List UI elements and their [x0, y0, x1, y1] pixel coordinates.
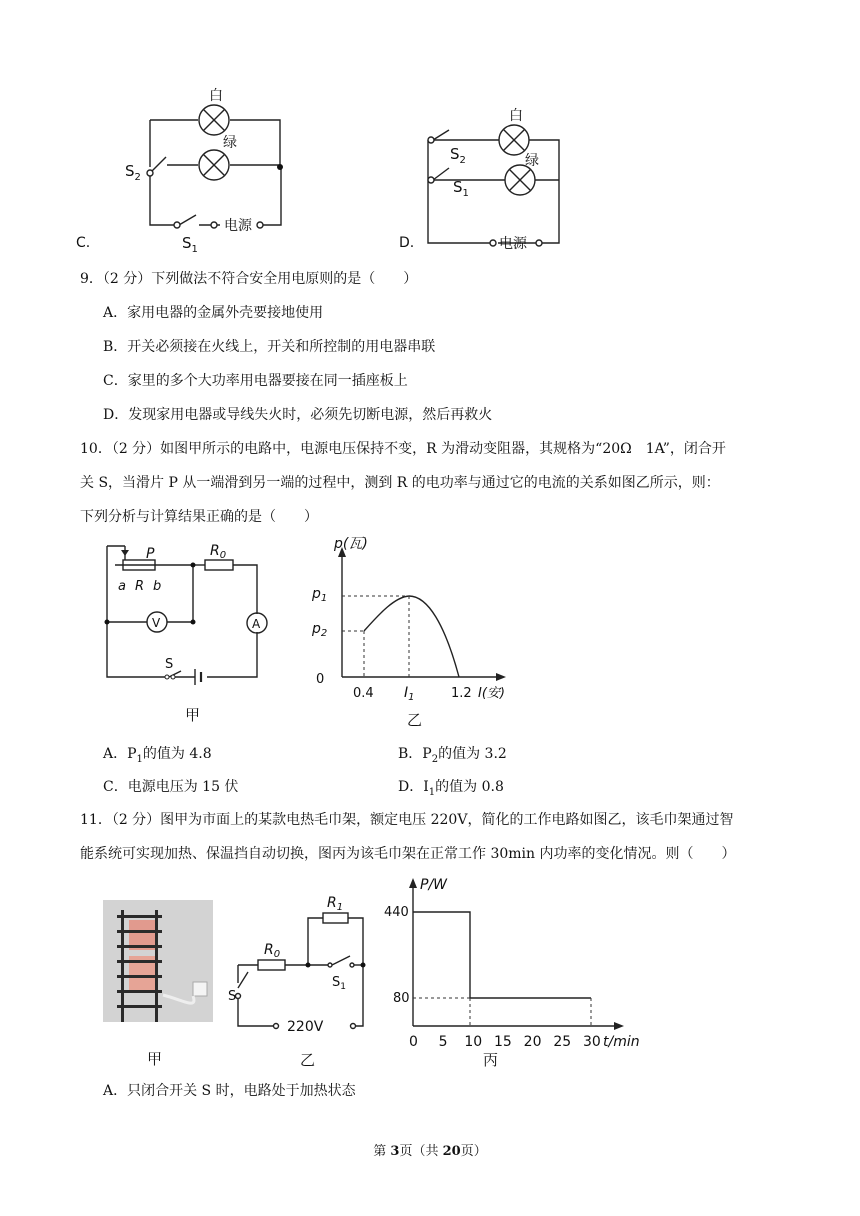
q10-label-b: b: [153, 579, 162, 594]
q10-option-c[interactable]: C．电源电压为 15 伏: [103, 779, 239, 795]
q10-label-r: R: [135, 579, 145, 594]
q11-option-a[interactable]: A．只闭合开关 S 时，电路处于加热状态: [103, 1083, 356, 1099]
q10-switch-s: S: [165, 657, 174, 672]
q11-caption-jia: 甲: [147, 1050, 163, 1068]
fig-c-source-label: 电源: [224, 218, 252, 234]
page-footer: [0, 1140, 860, 1159]
footer-page-number: 3: [390, 1144, 400, 1159]
towel-rack-photo: [103, 900, 213, 1022]
q11-graph-xtick: 30: [583, 1034, 601, 1050]
q10-circuit-diagram: [95, 538, 275, 728]
q11-label-r1: R: [327, 895, 337, 911]
q9-option-d[interactable]: D．发现家用电器或导线失火时，必须先切断电源，然后再救火: [103, 407, 493, 423]
fig-d-letter: D.: [399, 235, 415, 251]
q11-switch-s1-sub: 1: [340, 982, 346, 992]
q11-caption-yi: 乙: [300, 1051, 316, 1069]
fig-d-s2-sub: 2: [459, 155, 466, 166]
q9-stem: 9．（2 分）下列做法不符合安全用电原则的是（ ）: [80, 271, 418, 287]
q11-graph-y-low: 80: [393, 991, 410, 1006]
fig-d-s1-label: S: [453, 178, 463, 196]
q10-option-d-post: 的值为 0.8: [435, 779, 504, 795]
q11-stem-line-2: 能系统可实现加热、保温挡自动切换，图丙为该毛巾架在正常工作 30min 内功率的变化情况。则（ ）: [80, 846, 736, 862]
q10-stem-line-2: 关 S，当滑片 P 从一端滑到另一端的过程中，测到 R 的电功率与通过它的电流的关系如图乙所示，则：: [80, 475, 720, 491]
fig-c-s2-sub: 2: [134, 172, 141, 183]
q10-option-a-post: 的值为 4.8: [142, 746, 212, 762]
q10-meter-a: A: [252, 617, 261, 631]
q10-label-a: a: [118, 579, 126, 594]
q10-graph-x2: I: [404, 685, 409, 701]
q11-power-time-graph: [375, 868, 660, 1078]
q11-label-r0: R: [264, 942, 274, 958]
q10-graph-x2-sub: 1: [408, 692, 415, 703]
svg-text:S1: [453, 178, 469, 199]
q10-option-a-sub: 1: [136, 753, 143, 765]
svg-text:p1: [311, 586, 327, 604]
q11-graph-xtick: 10: [464, 1034, 483, 1050]
q10-label-r0-sub: 0: [219, 550, 227, 561]
fig-c-lamp-mid-label: 绿: [223, 135, 237, 151]
q10-graph-p2: p: [312, 621, 321, 637]
q11-label-r1-sub: 1: [336, 902, 344, 913]
svg-text:p2: [311, 621, 327, 639]
q11-graph-y-high: 440: [384, 905, 409, 920]
fig-d-s2-label: S: [450, 145, 460, 163]
footer-pre: 第: [373, 1144, 391, 1159]
q11-voltage-label: 220V: [287, 1019, 324, 1035]
q11-label-r0-sub: 0: [273, 949, 281, 960]
fig-d-lamp-mid-label: 绿: [525, 153, 539, 169]
svg-text:S1: [182, 234, 198, 255]
figure-c-circuit: [70, 85, 320, 255]
svg-text:R1: [327, 895, 343, 913]
q10-option-b-sub: 2: [431, 753, 439, 765]
q10-label-r0: R: [210, 543, 220, 559]
fig-c-s1-label: S: [182, 234, 192, 252]
q10-label-p: P: [146, 546, 155, 562]
q10-meter-v: V: [152, 616, 161, 630]
svg-text:R0: [264, 942, 280, 960]
svg-text:S1: [332, 975, 346, 992]
q11-switch-s: S: [228, 989, 237, 1004]
q11-graph-xtick: 20: [523, 1034, 542, 1050]
q10-graph-p2-sub: 2: [320, 628, 328, 639]
svg-text:I1: [404, 685, 415, 703]
q10-option-a-pre: A．P: [103, 746, 137, 762]
q11-circuit-diagram: [228, 888, 378, 1073]
fig-c-letter: C.: [76, 235, 91, 251]
q10-option-d-pre: D．I: [398, 779, 429, 795]
q11-switch-s1: S: [332, 975, 341, 990]
footer-total-pages: 20: [442, 1144, 461, 1159]
q10-stem-line-3: 下列分析与计算结果正确的是（ ）: [80, 509, 318, 525]
q11-graph-xtick: 5: [438, 1034, 448, 1050]
q9-option-c[interactable]: C．家里的多个大功率用电器要接在同一插座板上: [103, 373, 408, 389]
fig-d-source-label: 电源: [499, 236, 527, 252]
fig-c-lamp-top-label: 白: [209, 88, 223, 104]
q10-option-a[interactable]: [103, 744, 212, 770]
q10-power-graph: [300, 535, 515, 730]
q10-graph-ylabel: p(瓦): [334, 536, 368, 552]
q11-caption-bing: 丙: [483, 1051, 499, 1069]
q10-option-b-post: 的值为 3.2: [438, 746, 507, 762]
q11-stem-line-1: 11．（2 分）图甲为市面上的某款电热毛巾架，额定电压 220V，简化的工作电路如图乙，该毛巾架通过智: [80, 812, 734, 828]
fig-d-lamp-top-label: 白: [509, 108, 523, 124]
q10-stem-line-1: 10．（2 分）如图甲所示的电路中，电源电压保持不变，R 为滑动变阻器，其规格为“20Ω 1A”，闭合开: [80, 441, 726, 457]
fig-c-s2-label: S: [125, 162, 135, 180]
q11-graph-xtick: 25: [553, 1034, 572, 1050]
q11-graph-xlabel: t/min: [603, 1034, 640, 1050]
q10-graph-x1: 0.4: [353, 686, 374, 701]
q10-graph-p1: p: [312, 586, 321, 602]
q11-graph-xtick: 0: [409, 1034, 418, 1050]
q10-option-d-sub: 1: [428, 786, 436, 798]
q11-graph-xtick: 15: [494, 1034, 512, 1050]
q11-graph-ylabel: P/W: [420, 877, 448, 893]
footer-mid: 页（共: [399, 1144, 443, 1159]
svg-text:S2: [450, 145, 466, 166]
q10-option-d[interactable]: [398, 777, 504, 803]
q9-option-a[interactable]: A．家用电器的金属外壳要接地使用: [103, 305, 324, 321]
q9-option-b[interactable]: B．开关必须接在火线上，开关和所控制的用电器串联: [103, 339, 436, 355]
q10-option-b-pre: B．P: [398, 746, 432, 762]
figure-d-circuit: [395, 95, 575, 255]
q10-graph-p1-sub: 1: [320, 593, 328, 604]
q10-graph-origin: 0: [316, 672, 325, 687]
q10-caption-yi: 乙: [407, 711, 423, 729]
fig-d-s1-sub: 1: [462, 188, 469, 199]
q10-graph-xlabel: I(安): [478, 686, 505, 701]
q10-graph-x3: 1.2: [451, 686, 472, 701]
q10-caption-jia: 甲: [185, 706, 201, 724]
svg-text:S2: [125, 162, 141, 183]
svg-text:R0: [210, 543, 226, 561]
q10-option-b[interactable]: [398, 744, 507, 770]
footer-post: 页）: [460, 1144, 487, 1159]
fig-c-s1-sub: 1: [191, 244, 198, 255]
